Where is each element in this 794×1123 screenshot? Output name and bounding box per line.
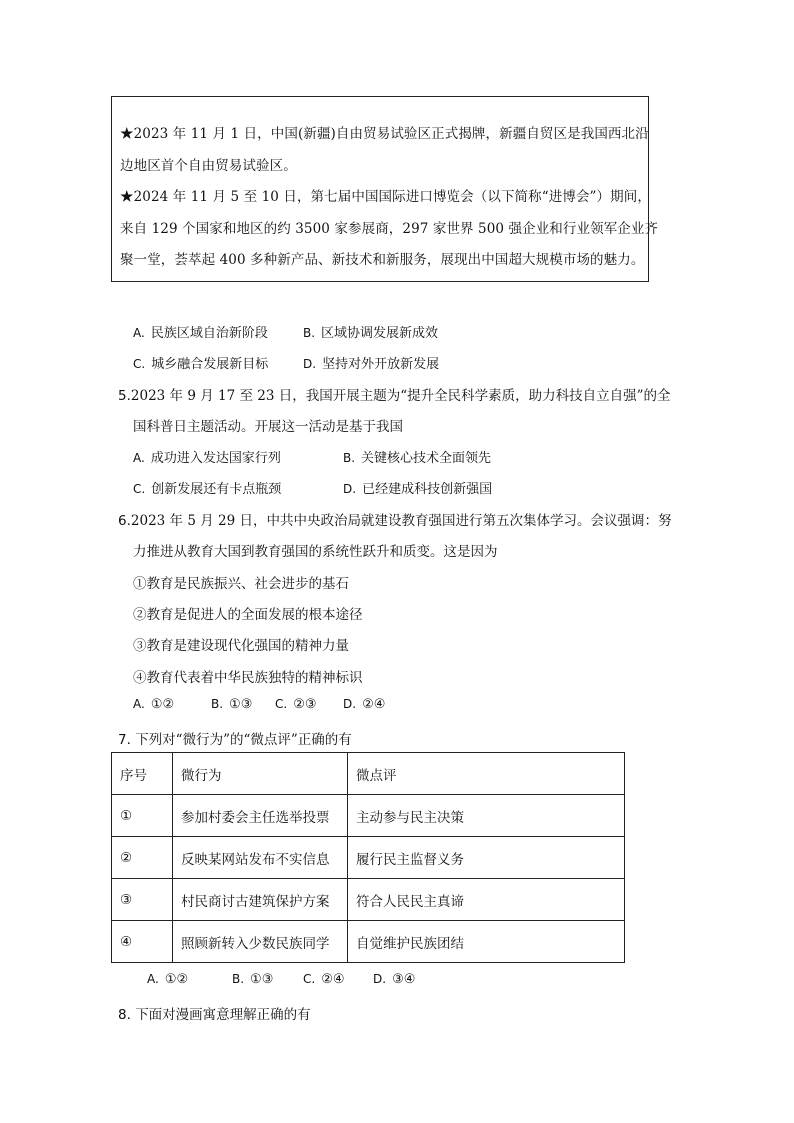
q5-option-b[interactable]: B. 关键核心技术全面领先 — [343, 451, 492, 466]
q6-option-d[interactable]: D. ②④ — [343, 697, 386, 712]
q6-item-4: ④教育代表着中华民族独特的精神标识 — [133, 670, 363, 686]
table-row — [112, 837, 625, 879]
table-cell: ② — [112, 837, 173, 879]
q6-item-3: ③教育是建设现代化强国的精神力量 — [133, 638, 349, 654]
q6-item-2: ②教育是促进人的全面发展的根本途径 — [133, 607, 363, 623]
q6-option-c[interactable]: C. ②③ — [275, 697, 317, 712]
table-cell: 照顾新转入少数民族同学 — [173, 921, 348, 963]
q6-option-a[interactable]: A. ①② — [133, 697, 175, 712]
table-cell: 参加村委会主任选举投票 — [173, 795, 348, 837]
table-cell: ④ — [112, 921, 173, 963]
q8-stem: 8. 下面对漫画寓意理解正确的有 — [118, 1007, 311, 1023]
q5-stem-line1: 5.2023 年 9 月 17 至 23 日，我国开展主题为“提升全民科学素质，助力科技自立自强”的全 — [118, 388, 671, 404]
table-header-cell: 微点评 — [348, 753, 625, 795]
q5-option-a[interactable]: A. 成功进入发达国家行列 — [133, 451, 281, 466]
table-header-cell: 微行为 — [173, 753, 348, 795]
q7-option-d[interactable]: D. ③④ — [373, 972, 416, 987]
q4-option-d[interactable]: D. 坚持对外开放新发展 — [303, 357, 440, 372]
table-cell: 主动参与民主决策 — [348, 795, 625, 837]
q4-option-a[interactable]: A. 民族区域自治新阶段 — [133, 326, 268, 341]
q7-table — [111, 752, 625, 963]
table-cell: 村民商讨古建筑保护方案 — [173, 879, 348, 921]
q6-stem-line2: 力推进从教育大国到教育强国的系统性跃升和质变。这是因为 — [133, 544, 498, 560]
q7-option-c[interactable]: C. ②④ — [303, 972, 345, 987]
table-header-cell: 序号 — [112, 753, 173, 795]
material-box — [111, 96, 659, 282]
table-cell: 符合人民民主真谛 — [348, 879, 625, 921]
q7-option-b[interactable]: B. ①③ — [232, 972, 274, 987]
q5-option-d[interactable]: D. 已经建成科技创新强国 — [343, 482, 493, 497]
q6-stem-line1: 6.2023 年 5 月 29 日，中共中央政治局就建设教育强国进行第五次集体学习。会议强调：努 — [118, 513, 672, 529]
table-cell: 自觉维护民族团结 — [348, 921, 625, 963]
q7-stem: 7. 下列对“微行为”的“微点评”正确的有 — [118, 732, 352, 748]
q4-option-b[interactable]: B. 区域协调发展新成效 — [303, 326, 439, 341]
material-line: 边地区首个自由贸易试验区。 — [120, 158, 297, 174]
q7-option-a[interactable]: A. ①② — [147, 972, 189, 987]
table-cell: 反映某网站发布不实信息 — [173, 837, 348, 879]
q5-stem-line2: 国科普日主题活动。开展这一活动是基于我国 — [133, 419, 403, 435]
table-row — [112, 921, 625, 963]
table-header-row — [112, 753, 625, 795]
q6-item-1: ①教育是民族振兴、社会进步的基石 — [133, 576, 349, 592]
material-line: ★2023 年 11 月 1 日，中国(新疆)自由贸易试验区正式揭牌，新疆自贸区是我国西北沿 — [120, 126, 649, 142]
material-line: ★2024 年 11 月 5 至 10 日，第七届中国国际进口博览会（以下简称“进博会”）期间， — [120, 189, 651, 205]
material-line: 来自 129 个国家和地区的约 3500 家参展商，297 家世界 500 强企业和行业领军企业齐 — [120, 221, 659, 237]
q4-option-c[interactable]: C. 城乡融合发展新目标 — [133, 357, 269, 372]
q5-option-c[interactable]: C. 创新发展还有卡点瓶颈 — [133, 482, 282, 497]
table-cell: 履行民主监督义务 — [348, 837, 625, 879]
table-row — [112, 879, 625, 921]
material-line: 聚一堂，荟萃起 400 多种新产品、新技术和新服务，展现出中国超大规模市场的魅力。 — [120, 252, 645, 268]
table-cell: ① — [112, 795, 173, 837]
table-row — [112, 795, 625, 837]
table-cell: ③ — [112, 879, 173, 921]
q6-option-b[interactable]: B. ①③ — [211, 697, 253, 712]
